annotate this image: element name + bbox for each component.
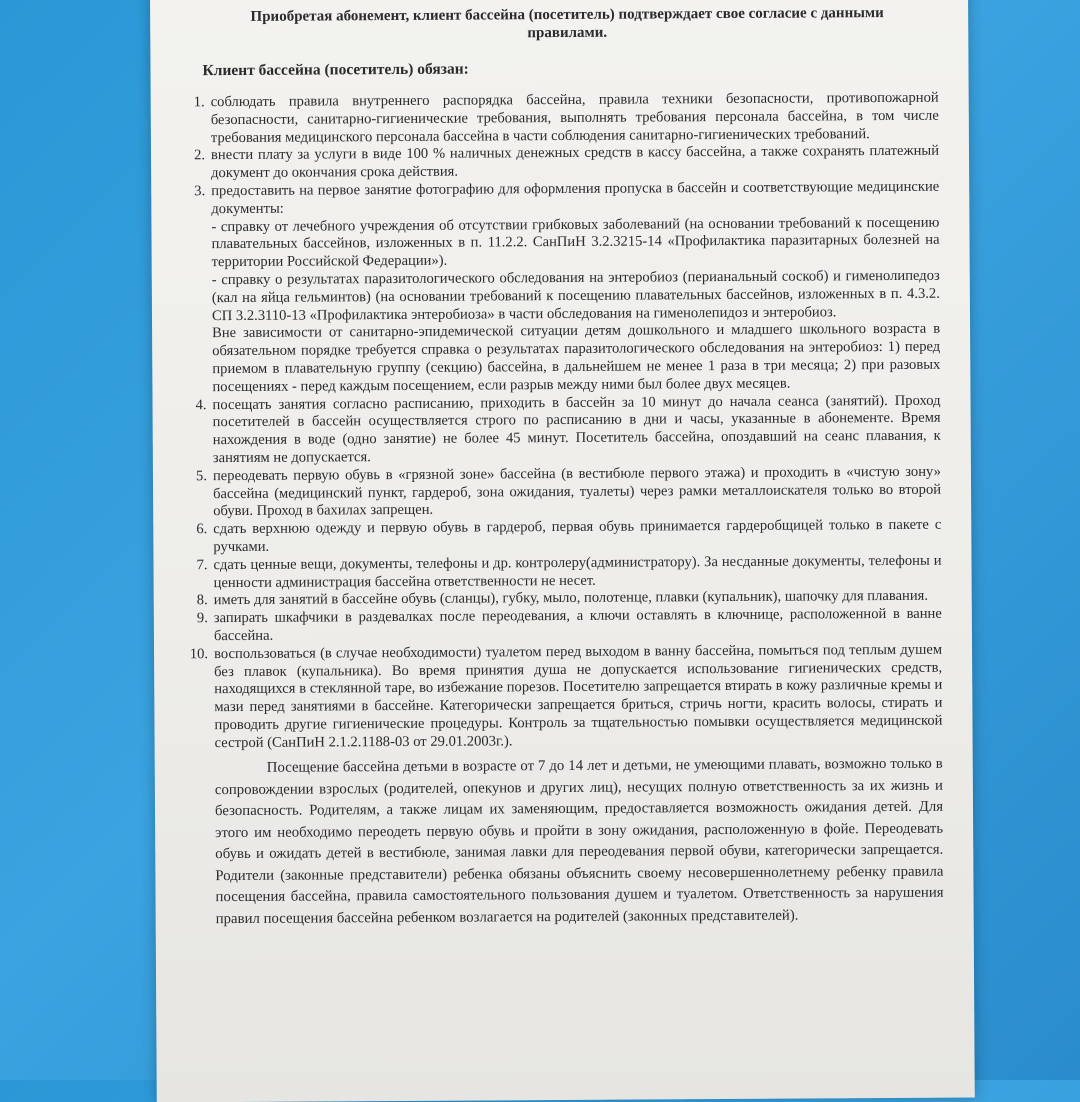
obligations-subheading: Клиент бассейна (посетитель) обязан: <box>202 60 469 80</box>
rule-number: 1. <box>193 94 205 111</box>
rule-text: сдать верхнюю одежду и первую обувь в гардероб, первая обувь принимается гардеробщицей только в пакете с ручками. <box>213 516 942 556</box>
rule-text: иметь для занятий в бассейне обувь (сланцы), губку, мыло, полотенце, плавки (купальник), шапочку для плавания. <box>213 588 929 609</box>
rules-list <box>177 90 943 753</box>
rule-text: посещать занятия согласно расписанию, приходить в бассейн за 10 минут до начала сеанса (занятий). Проход посетителей в бассейн осуществляется строго по расписанию в дни и часы, указанные в абонементе. Время нахождения в воде (одно занятие) не более 45 минут. Посетитель бассейна, опоздавший на сеанс плавания, к занятиям не допускается. <box>212 392 941 467</box>
rule-item <box>180 606 942 646</box>
rule-item <box>179 463 941 521</box>
rule-text: - справку от лечебного учреждения об отсутствии грибковых заболеваний (на основании требований к посещению плавательных бассейнов, изложенных в п. 11.2.2. СанПиН 3.2.3215-14 «Профилактика паразитарных болезней на территории Российской Федерации»). <box>211 214 940 271</box>
rule-item <box>180 641 943 752</box>
rule-number: 5. <box>195 467 208 484</box>
rule-number: 2. <box>194 147 206 164</box>
rule-item <box>178 392 940 468</box>
rule-number: 9. <box>196 610 208 627</box>
rule-text: - справку о результатах паразитологического обследования на энтеробиоз (перианальный соскоб) и гименолипедоз (кал на яйца гельминтов) (на основании требований к посещению плавательных бассейнов, изложенных в п. 4.3.2. СП 3.2.3110-13 «Профилактика энтеробиоза» в части обследования на гименолепидоз и энтеробиоз. <box>211 267 940 324</box>
rule-text: воспользоваться (в случае необходимости) туалетом перед выходом в ванну бассейна, помыться под теплым душем без плавок (купальника). Во время принятия душа не допускается использование гигиенических средств, находящихся в стеклянной таре, во избежание порезов. Посетителю запрещается втирать в кожу различные кремы и мази перед занятиями в бассейне. Категорически запрещается бриться, стричь ногти, красить волосы, стирать и проводить другие гигиенические процедуры. Контроль за тщательностью помывки осуществляется медицинской сестрой (СанПиН 2.1.2.1188-03 от 29.01.2003г.). <box>213 641 943 751</box>
rule-text: переодевать первую обувь в «грязной зоне» бассейна (в вестибюле первого этажа) и проходить в «чистую зону» бассейна (медицинский пункт, гардероб, зона ожидания, туалеты) через рамки металлоискателя только во второй обуви. Проход в бахилах запрещен. <box>212 463 942 520</box>
document-body <box>176 4 944 931</box>
rule-item <box>179 517 941 557</box>
document-heading: Приобретая абонемент, клиент бассейна (посетитель) подтверждает свое согласие с данными правилами. <box>250 5 884 42</box>
rule-number: 7. <box>196 556 208 573</box>
rule-number: 8. <box>196 592 208 609</box>
rule-item <box>177 179 940 397</box>
rule-number: 3. <box>194 183 206 200</box>
rule-text: сдать ценные вещи, документы, телефоны и др. контролеру(администратору). За несданные документы, телефоны и ценности администрация бассейна ответственности не несет. <box>213 552 942 591</box>
rule-text: Вне зависимости от санитарно-эпидемической ситуации детям дошкольного и младшего школьного возраста в обязательном порядке требуется справка о результатах паразитологического обследования на энтеробиоз: 1) перед приемом в плавательную группу (секцию) бассейна, в дальнейшем не менее 1 раза в три месяца; 2) при разовых посещениях - перед каждым посещением, если разрыв между ними был более двух месяцев. <box>212 321 941 395</box>
rule-text: предоставить на первое занятие фотографию для оформления пропуска в бассейн и соответствующие медицинские документы: <box>211 178 940 217</box>
closing-paragraph: Посещение бассейна детьми в возрасте от 7 до 14 лет и детьми, не умеющими плавать, возможно только в сопровождении взрослых (родителей, опекунов и других лиц), несущих полную ответственность за их жизнь и безопасность. Родителям, а также лицам их заменяющим, предоставляется возможность ожидания детей. Для этого им необходимо переодеть первую обувь и пройти в зону ожидания, расположенную в фойе. Переодевать обувь и ожидать детей в вестибюле, занимая лавки для переодевания первой обуви, категорически запрещается. Родители (законные представители) ребенка обязаны объяснить своему несовершеннолетнему ребенку правила посещения бассейна, правила самостоятельного пользования душем и туалетом. Ответственность за нарушения правил посещения бассейна ребенком возлагается на родителей (законных представителей). <box>214 756 944 928</box>
rule-text: соблюдать правила внутреннего распорядка бассейна, правила техники безопасности, противопожарной безопасности, санитарно-гигиенические требования, выполнять требования персонала бассейна, в том числе требования медицинского персонала бассейна в части соблюдения санитарно-гигиенических требований. <box>210 89 939 146</box>
rule-item <box>177 90 939 148</box>
rule-number: 6. <box>196 521 208 538</box>
rule-text: запирать шкафчики в раздевалках после переодевания, а ключи оставлять в ключнице, расположенной в ванне бассейна. <box>213 605 942 645</box>
rule-number: 4. <box>195 396 207 413</box>
rule-text: внести плату за услуги в виде 100 % наличных денежных средств в кассу бассейна, а также сохранять платежный документ до окончания срока действия. <box>210 143 940 182</box>
rule-item <box>177 143 939 183</box>
rule-item <box>179 552 941 592</box>
rule-number: 10. <box>189 645 209 662</box>
paper-sheet <box>150 0 975 1102</box>
